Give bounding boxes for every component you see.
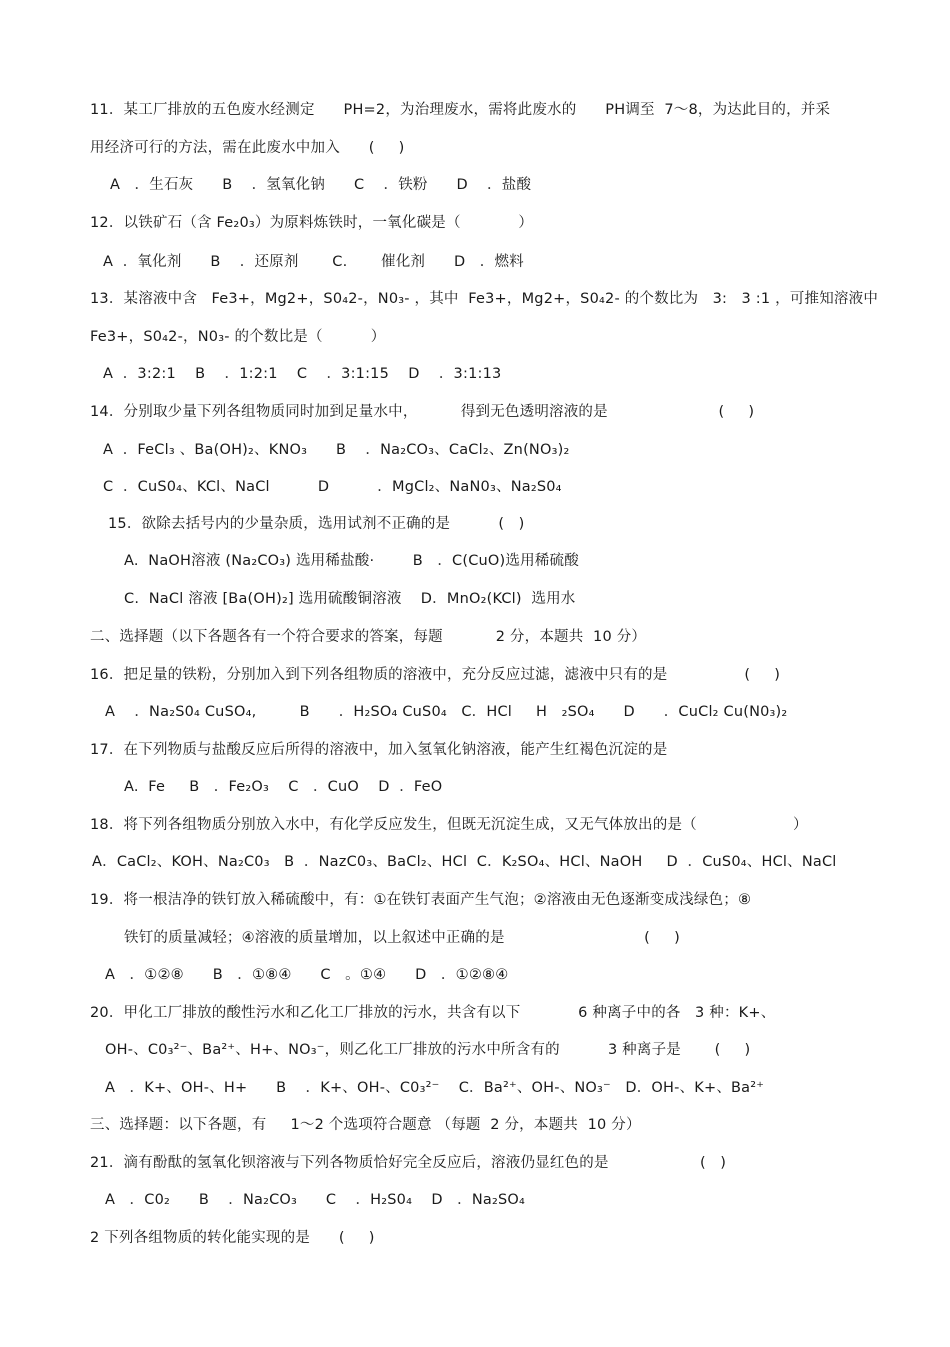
q21-stem: 21．滴有酚酞的氢氧化钡溶液与下列各物质恰好完全反应后，溶液仍显红色的是 ( ) bbox=[90, 1155, 727, 1171]
q19-stem: 19．将一根洁净的铁钉放入稀硫酸中，有：①在铁钉表面产生气泡；②溶液由无色逐渐变成浅绿色；⑧ bbox=[90, 892, 752, 908]
q15-options-cd: C. NaCl 溶液 [Ba(OH)₂] 选用硫酸铜溶液 D．MnO₂(KCl) 选用水 bbox=[124, 591, 576, 607]
q11-options: A ．生石灰 B ．氢氧化钠 C ．铁粉 D ．盐酸 bbox=[110, 177, 532, 193]
q17-options: A. Fe B ．Fe₂O₃ C ．CuO D ．FeO bbox=[124, 779, 443, 795]
q21-options: A ．C0₂ B ．Na₂CO₃ C ．H₂S0₄ D ．Na₂SO₄ bbox=[105, 1192, 526, 1208]
q12-stem: 12．以铁矿石（含 Fe₂0₃）为原料炼铁时，一氧化碳是（ ） bbox=[90, 215, 534, 231]
q17-stem: 17．在下列物质与盐酸反应后所得的溶液中，加入氢氧化钠溶液，能产生红褐色沉淀的是 bbox=[90, 742, 668, 758]
q14-stem: 14．分别取少量下列各组物质同时加到足量水中， 得到无色透明溶液的是 ( ) bbox=[90, 404, 755, 420]
q16-options: A ．Na₂S0₄ CuSO₄, B ．H₂SO₄ CuS0₄ C．HCl H ₂SO₄ D ．CuCl₂ Cu(N0₃)₂ bbox=[105, 704, 788, 720]
q18-options: A．CaCl₂、KOH、Na₂C0₃ B ．NazC0₃、BaCl₂、HCl C．K₂SO₄、HCl、NaOH D ．CuS0₄、HCl、NaCl bbox=[92, 854, 837, 870]
q20-stem-cont: OH-、C0₃²⁻、Ba²⁺、H+、NO₃⁻，则乙化工厂排放的污水中所含有的 3 种离子是 ( ) bbox=[105, 1042, 751, 1058]
q15-options-ab: A. NaOH溶液 (Na₂CO₃) 选用稀盐酸· B ．C(CuO)选用稀硫酸 bbox=[124, 553, 579, 569]
q19-options: A ．①②⑧ B ．①⑧④ C 。①④ D ．①②⑧④ bbox=[105, 967, 509, 983]
q11-stem-cont: 用经济可行的方法，需在此废水中加入 ( ) bbox=[90, 140, 405, 156]
q15-stem: 15．欲除去括号内的少量杂质，选用试剂不正确的是 ( ) bbox=[108, 516, 525, 532]
q20-options: A ．K+、OH-、H+ B ．K+、OH-、C0₃²⁻ C．Ba²⁺、OH-、NO₃⁻ D．OH-、K+、Ba²⁺ bbox=[105, 1080, 765, 1096]
q11-stem: 11．某工厂排放的五色废水经测定 PH=2，为治理废水，需将此废水的 PH调至 7～8，为达此目的，并采 bbox=[90, 102, 831, 118]
q13-stem-cont: Fe3+，S0₄2-，N0₃- 的个数比是（ ） bbox=[90, 329, 386, 345]
section-3-heading: 三、选择题：以下各题，有 1～2 个选项符合题意 （每题 2 分，本题共 10 分） bbox=[90, 1117, 641, 1133]
q13-stem: 13．某溶液中含 Fe3+，Mg2+，S0₄2-，N0₃- ，其中 Fe3+，Mg2+，S0₄2- 的个数比为 3: 3 :1 ，可推知溶液中 bbox=[90, 291, 879, 307]
q22-stem: 2 下列各组物质的转化能实现的是 ( ) bbox=[90, 1230, 375, 1246]
q19-stem-cont: 铁钉的质量减轻；④溶液的质量增加，以上叙述中正确的是 ( ) bbox=[124, 930, 680, 946]
q18-stem: 18．将下列各组物质分别放入水中，有化学反应发生，但既无沉淀生成，又无气体放出的是（ ） bbox=[90, 817, 808, 833]
q14-options-cd: C ．CuS0₄、KCl、NaCl D ．MgCl₂、NaN0₃、Na₂S0₄ bbox=[103, 479, 562, 495]
q20-stem: 20．甲化工厂排放的酸性污水和乙化工厂排放的污水，共含有以下 6 种离子中的各 3 种：K+、 bbox=[90, 1005, 776, 1021]
q14-options-ab: A ．FeCl₃ 、Ba(OH)₂、KNO₃ B ．Na₂CO₃、CaCl₂、Zn(NO₃)₂ bbox=[103, 442, 570, 458]
section-2-heading: 二、选择题（以下各题各有一个符合要求的答案，每题 2 分，本题共 10 分） bbox=[90, 629, 647, 645]
q16-stem: 16．把足量的铁粉，分别加入到下列各组物质的溶液中，充分反应过滤，滤液中只有的是 ( ) bbox=[90, 667, 781, 683]
q13-options: A ．3:2:1 B ．1:2:1 C ．3:1:15 D ．3:1:13 bbox=[103, 366, 502, 382]
q12-options: A ．氧化剂 B ．还原剂 C. 催化剂 D ．燃料 bbox=[103, 254, 524, 270]
